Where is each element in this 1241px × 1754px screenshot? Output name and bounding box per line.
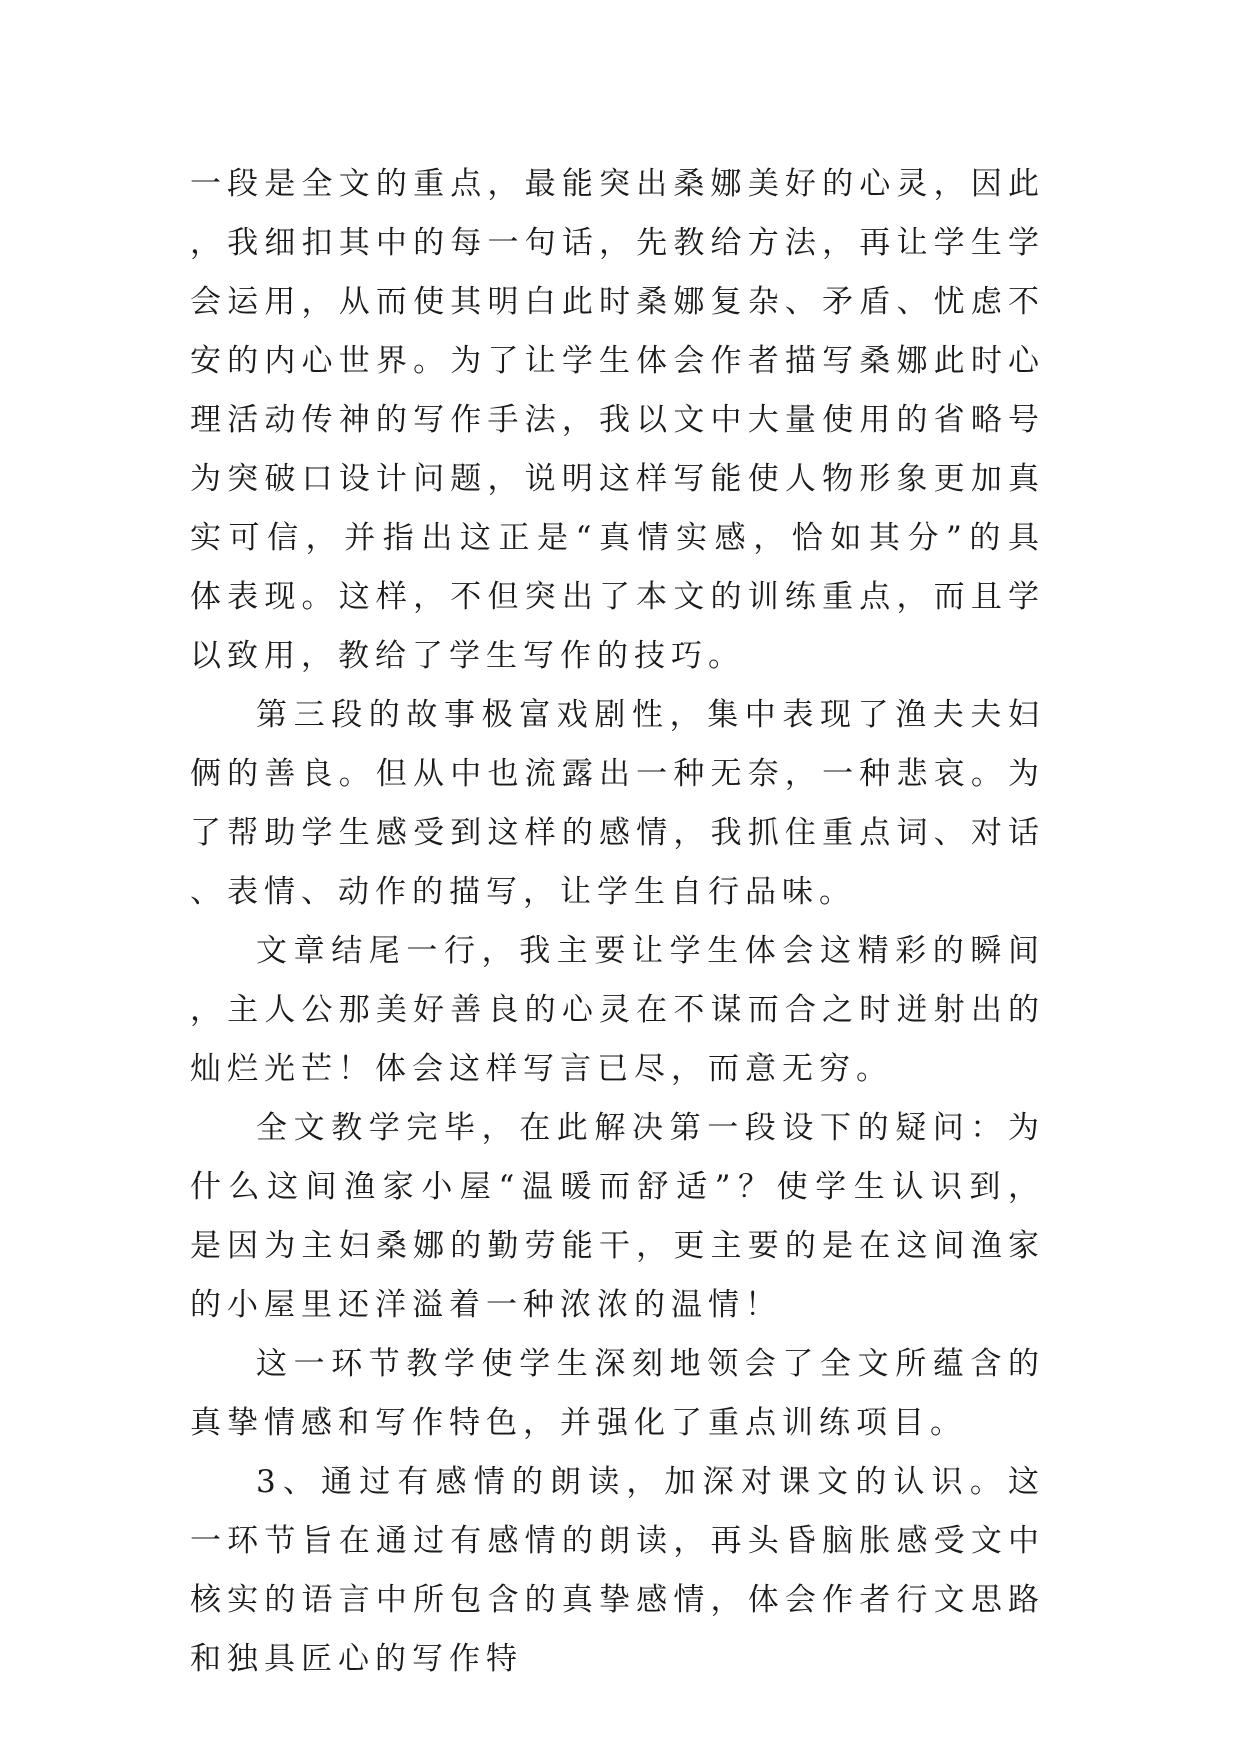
paragraph-3: 文章结尾一行，我主要让学生体会这精彩的瞬间，主人公那美好善良的心灵在不谋而合之时迸射出的灿烂光芒！体会这样写言已尽，而意无穷。 bbox=[190, 933, 1045, 1087]
paragraph-2: 第三段的故事极富戏剧性，集中表现了渔夫夫妇俩的善良。但从中也流露出一种无奈，一种悲哀。为了帮助学生感受到这样的感情，我抓住重点词、对话、表情、动作的描写，让学生自行品味。 bbox=[190, 697, 1045, 910]
paragraph-5: 这一环节教学使学生深刻地领会了全文所蕴含的真挚情感和写作特色，并强化了重点训练项目。 bbox=[190, 1346, 1045, 1441]
paragraph-4: 全文教学完毕，在此解决第一段设下的疑问：为什么这间渔家小屋“温暖而舒适”？使学生认识到，是因为主妇桑娜的勤劳能干，更主要的是在这间渔家的小屋里还洋溢着一种浓浓的温情！ bbox=[190, 1110, 1045, 1323]
paragraph-1: 一段是全文的重点，最能突出桑娜美好的心灵，因此，我细扣其中的每一句话，先教给方法，再让学生学会运用，从而使其明白此时桑娜复杂、矛盾、忧虑不安的内心世界。为了让学生体会作者描写桑娜此时心理活动传神的写作手法，我以文中大量使用的省略号为突破口设计问题，说明这样写能使人物形象更加真实可信，并指出这正是“真情实感，恰如其分”的具体表现。这样，不但突出了本文的训练重点，而且学以致用，教给了学生写作的技巧。 bbox=[190, 166, 1045, 674]
paragraph-6: 3、通过有感情的朗读，加深对课文的认识。这一环节旨在通过有感情的朗读，再头昏脑胀感受文中核实的语言中所包含的真挚感情，体会作者行文思路和独具匠心的写作特 bbox=[190, 1464, 1045, 1677]
document-body bbox=[190, 155, 1045, 1689]
